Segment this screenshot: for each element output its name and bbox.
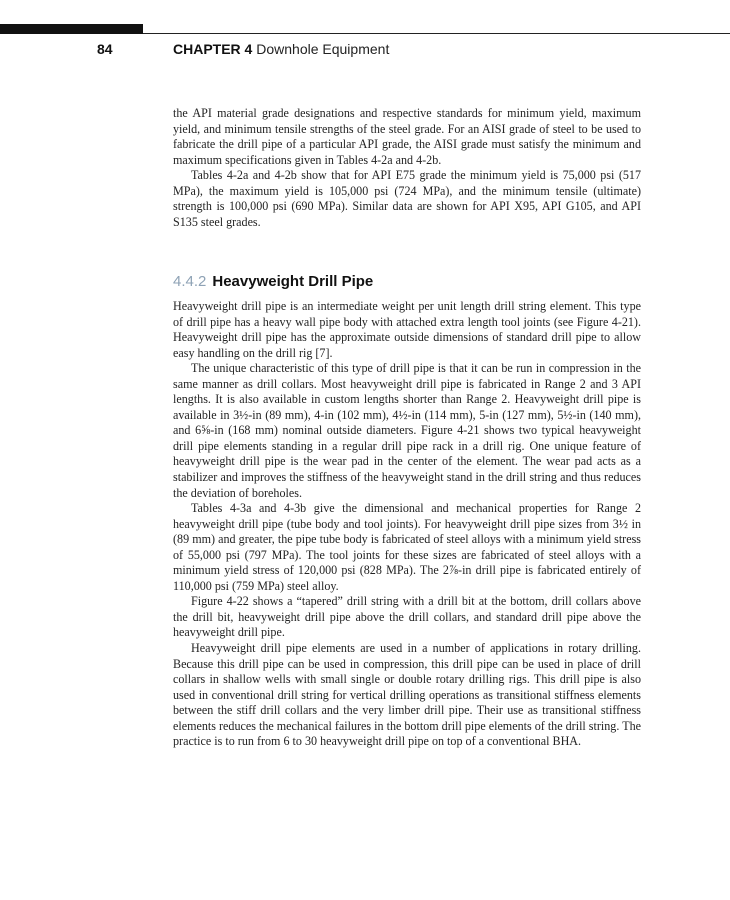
paragraph: Heavyweight drill pipe is an intermediate weight per unit length drill string element. This type of drill pipe has a heavy wall pipe body with attached extra length tool joints (see Figure 4-21). Heavyweight drill pipe has the approximate outside dimensions of standard drill pipe to allow easy handling on the drill rig [7]. xyxy=(173,299,641,360)
paragraph: the API material grade designations and respective standards for minimum yield, maximum yield, and minimum tensile strengths of the steel grade. For an AISI grade of steel to be used to fabricate the drill pipe of a particular API grade, the AISI grade must satisfy the minimum and maximum specifications given in Tables 4-2a and 4-2b. xyxy=(173,106,641,167)
page-number: 84 xyxy=(97,41,113,57)
header-bar xyxy=(0,24,143,34)
paragraph: Tables 4-2a and 4-2b show that for API E75 grade the minimum yield is 75,000 psi (517 MPa), the maximum yield is 105,000 psi (724 MPa), and the minimum tensile (ultimate) strength is 100,000 psi (690 MPa). Similar data are shown for API X95, API G105, and API S135 steel grades. xyxy=(173,168,641,229)
header-rule xyxy=(143,33,730,34)
section-number: 4.4.2 xyxy=(173,273,207,290)
paragraph: Heavyweight drill pipe elements are used in a number of applications in rotary drilling. Because this drill pipe can be used in compression, this drill pipe can be used in place of drill collars in shallow wells with small single or double rotary drilling rigs. This drill pipe is also used in conventional drill string for vertical drilling operations as transitional stiffness elements between the stiff drill collars and the very limber drill pipe. Their use as transitional stiffness elements reduces the mechanical failures in the bottom drill pipe elements of the drill string. The practice is to run from 6 to 30 heavyweight drill pipe on top of a conventional BHA. xyxy=(173,641,641,749)
section-body xyxy=(173,299,641,750)
section-title: Heavyweight Drill Pipe xyxy=(212,273,374,290)
chapter-title: Downhole Equipment xyxy=(256,41,390,57)
running-head xyxy=(97,40,389,58)
section-heading xyxy=(173,273,373,291)
paragraph: Tables 4-3a and 4-3b give the dimensional and mechanical properties for Range 2 heavyweight drill pipe (tube body and tool joints). For heavyweight drill pipe sizes from 3½ in (89 mm) and greater, the pipe tube body is fabricated of steel alloys with a minimum yield stress of 55,000 psi (797 MPa). The tool joints for these sizes are fabricated of steel alloys with a minimum yield stress of 120,000 psi (828 MPa). The 2⅞-in drill pipe is fabricated entirely of 110,000 psi (759 MPa) steel alloy. xyxy=(173,501,641,593)
chapter-label: CHAPTER 4 xyxy=(173,41,253,57)
intro-text xyxy=(173,106,641,230)
paragraph: Figure 4-22 shows a “tapered” drill string with a drill bit at the bottom, drill collars above the drill bit, heavyweight drill pipe above the drill collars, and standard drill pipe above the heavyweight drill pipe. xyxy=(173,594,641,640)
paragraph: The unique characteristic of this type of drill pipe is that it can be run in compression in the same manner as drill collars. Most heavyweight drill pipe is fabricated in Range 2 and 3 API lengths. It is also available in custom lengths shorter than Range 2. Heavyweight drill pipe is available in 3½-in (89 mm), 4-in (102 mm), 4½-in (114 mm), 5-in (127 mm), 5½-in (140 mm), and 6⅝-in (168 mm) nominal outside diameters. Figure 4-21 shows two typical heavyweight drill pipe elements standing in a regular drill pipe rack in a drill rig. One unique feature of heavyweight drill pipe is the wear pad in the center of the element. The wear pad acts as a stabilizer and improves the stiffness of the heavyweight stand in the drill string and thus reduces the deviation of boreholes. xyxy=(173,361,641,500)
